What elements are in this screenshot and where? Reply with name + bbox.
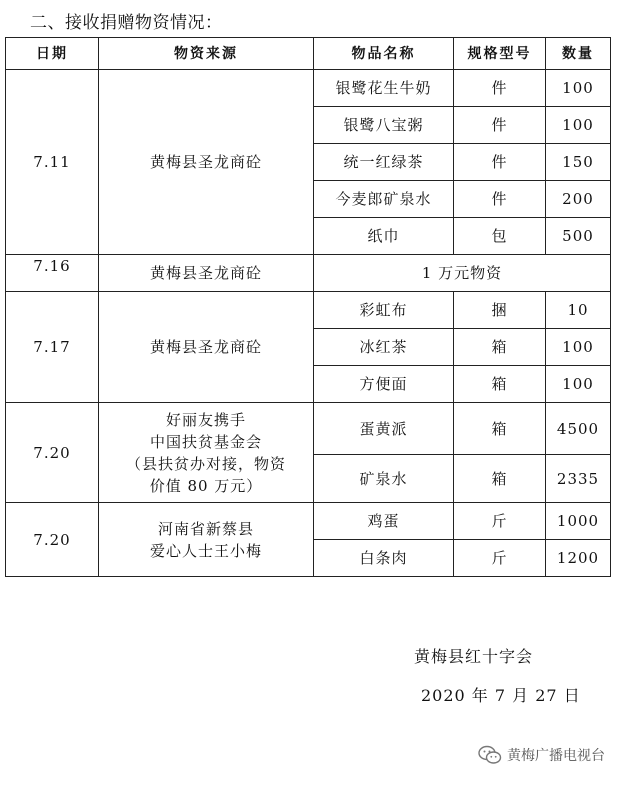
date-cell: 7.20 [6, 403, 99, 503]
source-cell [99, 403, 314, 503]
unit-cell: 箱 [454, 403, 546, 455]
table-row [6, 255, 611, 292]
unit-cell: 件 [454, 144, 546, 181]
date-cell: 7.11 [6, 70, 99, 255]
signature-date: 2020 年 7 月 27 日 [421, 686, 581, 705]
donation-table [5, 37, 611, 577]
item-name-cell: 蛋黄派 [314, 403, 454, 455]
watermark [478, 745, 605, 765]
qty-cell: 4500 [546, 403, 611, 455]
unit-cell: 包 [454, 218, 546, 255]
header-unit: 规格型号 [454, 38, 546, 70]
source-line: 中国扶贫基金会 [149, 432, 262, 451]
watermark-text: 黄梅广播电视台 [507, 748, 605, 764]
qty-cell: 2335 [546, 455, 611, 503]
qty-cell: 1000 [546, 503, 611, 540]
table-header-row [6, 38, 611, 70]
item-name-cell: 方便面 [314, 366, 454, 403]
item-name-cell: 鸡蛋 [314, 503, 454, 540]
header-qty: 数量 [546, 38, 611, 70]
qty-cell: 100 [546, 107, 611, 144]
item-name-cell: 冰红茶 [314, 329, 454, 366]
table-row [6, 292, 611, 329]
table-row [6, 70, 611, 107]
item-name-cell: 纸巾 [314, 218, 454, 255]
signature-org: 黄梅县红十字会 [414, 647, 534, 666]
qty-cell: 200 [546, 181, 611, 218]
header-date: 日期 [6, 38, 99, 70]
source-line: 价值 80 万元） [149, 476, 263, 495]
qty-cell: 10 [546, 292, 611, 329]
source-line: 好丽友携手 [165, 410, 246, 429]
section-heading: 二、接收捐赠物资情况： [30, 13, 223, 33]
qty-cell: 100 [546, 70, 611, 107]
header-source: 物资来源 [99, 38, 314, 70]
source-line: 河南省新蔡县 [157, 519, 254, 538]
unit-cell: 件 [454, 181, 546, 218]
source-line: （县扶贫办对接，物资 [125, 454, 286, 473]
qty-cell: 500 [546, 218, 611, 255]
date-cell: 7.17 [6, 292, 99, 403]
unit-cell: 斤 [454, 503, 546, 540]
item-name-cell: 银鹭八宝粥 [314, 107, 454, 144]
wechat-icon [478, 745, 502, 765]
unit-cell: 箱 [454, 329, 546, 366]
source-line: 爱心人士王小梅 [149, 541, 262, 560]
item-name-cell: 矿泉水 [314, 455, 454, 503]
item-name-cell: 银鹭花生牛奶 [314, 70, 454, 107]
qty-cell: 100 [546, 366, 611, 403]
unit-cell: 箱 [454, 455, 546, 503]
source-cell: 黄梅县圣龙商砼 [99, 70, 314, 255]
unit-cell: 斤 [454, 540, 546, 577]
qty-cell: 1200 [546, 540, 611, 577]
source-cell: 黄梅县圣龙商砼 [99, 292, 314, 403]
unit-cell: 件 [454, 107, 546, 144]
item-name-cell: 统一红绿茶 [314, 144, 454, 181]
item-name-cell: 彩虹布 [314, 292, 454, 329]
date-cell: 7.20 [6, 503, 99, 577]
item-name-cell: 今麦郎矿泉水 [314, 181, 454, 218]
source-cell: 黄梅县圣龙商砼 [99, 255, 314, 292]
qty-cell: 150 [546, 144, 611, 181]
unit-cell: 件 [454, 70, 546, 107]
table-row [6, 503, 611, 540]
merged-item-cell: 1 万元物资 [314, 255, 611, 292]
source-cell [99, 503, 314, 577]
qty-cell: 100 [546, 329, 611, 366]
date-cell: 7.16 [6, 255, 99, 292]
header-item: 物品名称 [314, 38, 454, 70]
item-name-cell: 白条肉 [314, 540, 454, 577]
unit-cell: 捆 [454, 292, 546, 329]
table-row [6, 403, 611, 455]
unit-cell: 箱 [454, 366, 546, 403]
